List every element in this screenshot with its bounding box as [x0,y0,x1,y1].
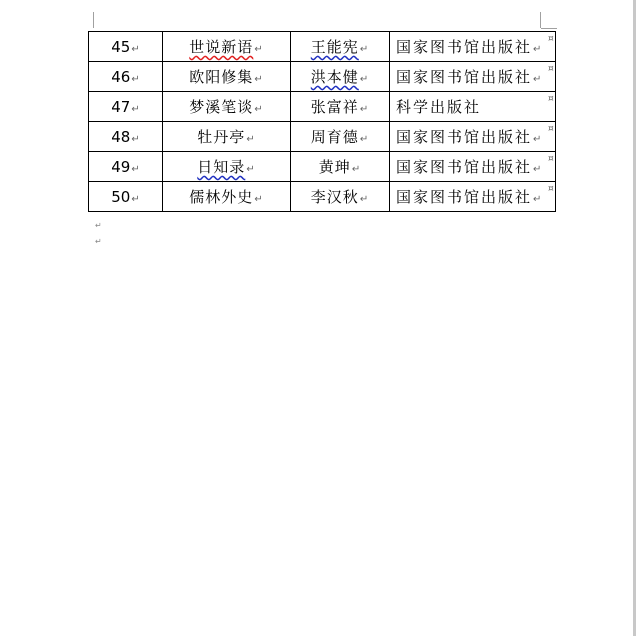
cell-author[interactable] [291,32,390,62]
cell-end-mark: ↵ [351,164,362,175]
cell-end-mark: ↵ [131,103,140,115]
row-end-mark: ¤ [548,94,554,104]
cell-publisher[interactable] [390,62,556,92]
cell-author[interactable] [291,182,390,212]
cell-book-title[interactable] [163,92,291,122]
table-row[interactable] [89,92,556,122]
book-list-table[interactable] [88,31,556,212]
table-row[interactable] [89,122,556,152]
table-row[interactable] [89,152,556,182]
cell-number-text: 49 [111,157,131,176]
cell-end-mark: ↵ [359,44,370,55]
cell-book-title-text: 日知录 [197,158,246,176]
cell-end-mark: ↵ [533,194,544,205]
cell-author[interactable] [291,122,390,152]
cell-book-title-text: 儒林外史 [189,188,254,206]
cell-number[interactable] [89,92,163,122]
cell-end-mark: ↵ [131,193,140,205]
cell-publisher[interactable] [390,182,556,212]
empty-paragraph-mark: ↵ [95,221,102,230]
cell-end-mark: ↵ [131,163,140,175]
cell-author[interactable] [291,152,390,182]
cell-author[interactable] [291,92,390,122]
table-row[interactable] [89,182,556,212]
cell-publisher-text: 国家图书馆出版社 [396,128,533,146]
cell-author-text: 周育德 [310,128,359,146]
cell-number-text: 48 [111,127,131,146]
row-end-mark: ¤ [548,124,554,134]
cell-end-mark: ↵ [359,194,370,205]
cell-author[interactable] [291,62,390,92]
cell-publisher-text: 国家图书馆出版社 [396,38,533,56]
cell-end-mark: ↵ [533,74,544,85]
cell-book-title[interactable] [163,182,291,212]
cell-number-text: 45 [111,37,131,56]
cell-author-text: 张富祥 [310,98,359,116]
table-row[interactable] [89,62,556,92]
cell-number[interactable] [89,182,163,212]
cell-book-title[interactable] [163,32,291,62]
row-end-mark: ¤ [548,184,554,194]
cell-end-mark: ↵ [254,74,264,85]
row-end-mark: ¤ [548,34,554,44]
cell-publisher[interactable] [390,92,556,122]
cell-end-mark: ↵ [533,44,544,55]
cell-end-mark: ↵ [254,194,264,205]
cell-end-mark: ↵ [533,164,544,175]
cell-book-title[interactable] [163,62,291,92]
cell-end-mark: ↵ [246,134,256,145]
cell-book-title-text: 梦溪笔谈 [189,98,254,116]
cell-book-title-text: 牡丹亭 [197,128,246,146]
cell-author-text: 王能宪 [310,38,359,56]
cell-number-text: 46 [111,67,131,86]
cell-book-title-text: 欧阳修集 [189,68,254,86]
cell-author-text: 黄珅 [318,158,351,176]
row-end-mark: ¤ [548,154,554,164]
cell-end-mark: ↵ [131,73,140,85]
empty-paragraph-mark: ↵ [95,237,102,246]
cell-number-text: 47 [111,97,131,116]
cell-book-title-text: 世说新语 [189,38,254,56]
cell-end-mark: ↵ [254,44,264,55]
cell-number[interactable] [89,62,163,92]
cell-publisher-text: 国家图书馆出版社 [396,158,533,176]
cell-end-mark: ↵ [254,104,264,115]
cell-number-text: 50 [111,187,131,206]
row-end-mark: ¤ [548,64,554,74]
cell-author-text: 洪本健 [310,68,359,86]
margin-corner-mark-right [540,12,541,28]
cell-end-mark: ↵ [359,74,370,85]
cell-end-mark: ↵ [359,134,370,145]
cell-book-title[interactable] [163,152,291,182]
cell-publisher[interactable] [390,32,556,62]
cell-end-mark: ↵ [359,104,370,115]
cell-end-mark: ↵ [533,134,544,145]
cell-number[interactable] [89,152,163,182]
cell-publisher-text: 科学出版社 [396,98,482,116]
cell-book-title[interactable] [163,122,291,152]
cell-publisher-text: 国家图书馆出版社 [396,68,533,86]
cell-number[interactable] [89,122,163,152]
cell-end-mark: ↵ [246,164,256,175]
cell-publisher[interactable] [390,122,556,152]
cell-publisher-text: 国家图书馆出版社 [396,188,533,206]
table-row[interactable] [89,32,556,62]
cell-end-mark: ↵ [131,133,140,145]
margin-corner-mark-right-horizontal [541,28,557,29]
cell-end-mark: ↵ [131,43,140,55]
margin-corner-mark-left [93,12,94,28]
cell-publisher[interactable] [390,152,556,182]
cell-number[interactable] [89,32,163,62]
cell-author-text: 李汉秋 [310,188,359,206]
